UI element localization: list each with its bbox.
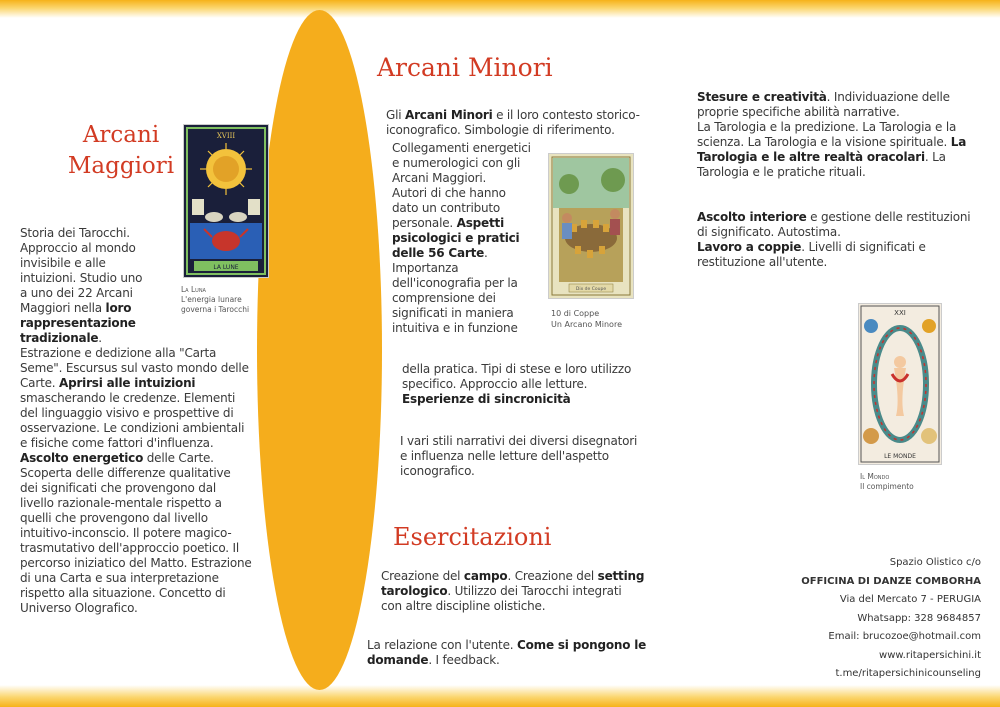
cups-card-illustration [549, 154, 633, 298]
esercitazioni-text: Creazione del campo. Creazione del setting tarologico. Utilizzo dei Tarocchi integrati con altre discipline olistiche. [381, 569, 645, 613]
line: rappresentazione [20, 316, 136, 330]
contact-venue-line: Spazio Olistico c/o [889, 557, 981, 568]
contact-website[interactable]: www.ritapersichini.it [879, 649, 981, 661]
line: intuizioni. Studio uno [20, 271, 143, 285]
line: Ascolto energetico delle Carte. [20, 451, 214, 465]
contact-whatsapp[interactable]: Whatsapp: 328 9684857 [857, 612, 981, 624]
la-luna-caption: La Luna L'energia lunare governa i Tarocchi [181, 285, 250, 314]
line: osservazione. Le condizioni ambientali [20, 421, 245, 435]
line: Maggiori nella loro [20, 301, 132, 315]
line: rispetto alla situazione. Concetto di [20, 586, 226, 600]
line: Carte. Aprirsi alle intuizioni [20, 376, 196, 390]
line: Estrazione e dedizione alla "Carta [20, 346, 217, 360]
line: livello razionale-mentale rispetto a [20, 496, 222, 510]
arcani-maggiori-text [20, 226, 290, 616]
dieci-di-coppe-caption: 10 di Coppe Un Arcano Minore [551, 309, 622, 329]
line: intuitivo-inconscio. Il potere magico- [20, 526, 232, 540]
narrative-styles-text: I vari stili narrativi dei diversi disegnatori e influenza nelle letture dell'aspetto iconografico. [400, 434, 638, 478]
line: tradizionale. [20, 331, 102, 345]
line: Universo Olografico. [20, 601, 138, 615]
esercitazioni-title: Esercitazioni [393, 523, 552, 551]
contact-email[interactable]: Email: brucozoe@hotmail.com [828, 631, 981, 642]
svg-text:LA LUNE: LA LUNE [213, 264, 239, 271]
world-card-illustration [859, 304, 941, 464]
contact-info [801, 554, 981, 684]
dieci-di-coppe-card [548, 153, 634, 299]
il-mondo-card [858, 303, 942, 465]
arcani-maggiori-title: Arcani Maggiori [67, 122, 175, 179]
il-mondo-caption: Il Mondo Il compimento [860, 472, 914, 491]
line: smascherando le credenze. Elementi [20, 391, 236, 405]
top-gold-band [0, 0, 1000, 18]
ascolto-interiore-text: Ascolto interiore e gestione delle restituzioni di significato. Autostima. Lavoro a coppie. Livelli di significati e restituzione all'utente. [697, 210, 971, 269]
bottom-gold-band [0, 685, 1000, 707]
line: a uno dei 22 Arcani [20, 286, 133, 300]
contact-address: Via del Mercato 7 - PERUGIA [839, 594, 981, 605]
line: Seme". Escursus sul vasto mondo delle [20, 361, 249, 375]
line: trasmutativo dell'approccio poetico. Il [20, 541, 239, 555]
line: percorso iniziatico del Matto. Estrazione [20, 556, 252, 570]
line: Storia dei Tarocchi. [20, 226, 130, 240]
contact-venue-name: OFFICINA DI DANZE COMBORHA [801, 575, 981, 587]
arcani-minori-title: Arcani Minori [377, 53, 553, 82]
arcani-minori-intro: Gli Arcani Minori e il loro contesto storico- iconografico. Simbologie di riferimento. [386, 108, 640, 137]
line: e fisiche come fattori d'influenza. [20, 436, 214, 450]
svg-text:Dix de Coupe: Dix de Coupe [575, 287, 607, 292]
line: Approccio al mondo [20, 241, 136, 255]
line: del linguaggio visivo e prospettive di [20, 406, 234, 420]
arcani-minori-narrow-text: Collegamenti energetici e numerologici con gli Arcani Maggiori. Autori di che hanno dato un contributo personale. Aspetti psicologici e pratici delle 56 Carte. Importanza dell'iconografia per la comprensione dei significati in maniera intuitiva e in funzione [392, 141, 531, 335]
svg-text:LE MONDE: LE MONDE [884, 453, 916, 460]
svg-text:XVIII: XVIII [216, 132, 236, 140]
contact-telegram[interactable]: t.me/ritapersichinicounseling [835, 668, 981, 679]
svg-text:XXI: XXI [894, 309, 906, 317]
line: di una Carta e sua interpretazione [20, 571, 219, 585]
relazione-text: La relazione con l'utente. Come si pongono le domande. I feedback. [367, 638, 647, 667]
line: invisibile e alle [20, 256, 106, 270]
line: Scoperta delle differenze qualitative [20, 466, 231, 480]
line: dei significati che provengono dal [20, 481, 216, 495]
arcani-minori-wide-text: della pratica. Tipi di stese e loro utilizzo specifico. Approccio alle letture. Esperienze di sincronicità [402, 362, 632, 406]
line: quelli che provengono dal livello [20, 511, 208, 525]
stesure-text: Stesure e creatività. Individuazione delle proprie specifiche abilità narrative. La Tarologia e la predizione. La Tarologia e la scienza. La Tarologia e la visione spirituale. La Tarologia e le altre realtà oracolari. La Tarologia e le pratiche rituali. [697, 90, 967, 179]
